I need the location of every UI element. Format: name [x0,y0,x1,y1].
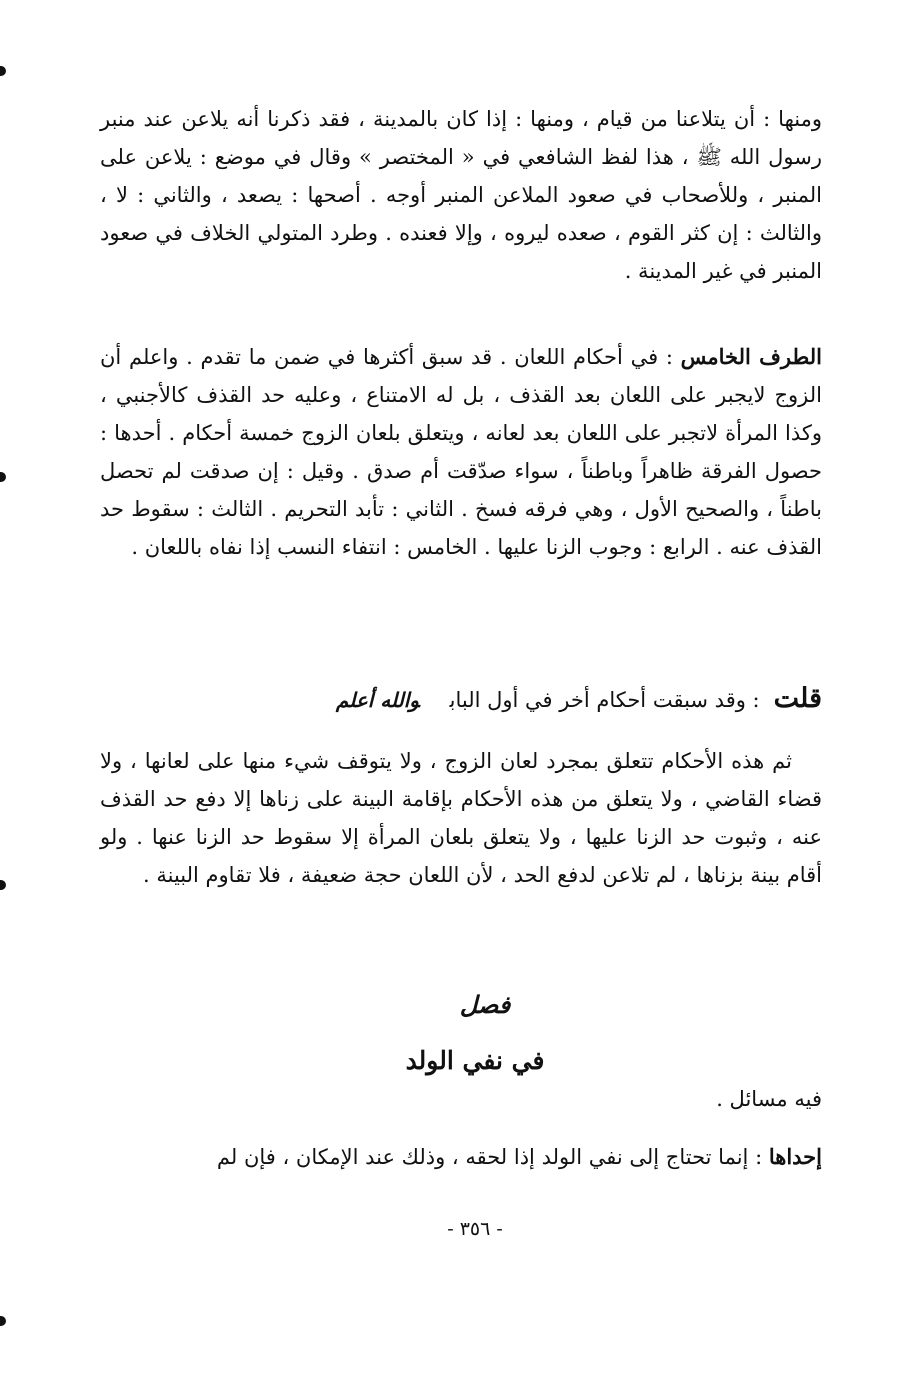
qultu-line [100,680,822,719]
closing-phrase: والله أعلم [335,688,420,712]
paragraph-fifth-part [100,338,822,566]
section-term: الطرف الخامس [680,344,822,369]
paragraph-first-issue [100,1138,822,1176]
qultu-text: : وقد سبقت أحكام أخر في أول الباب [449,688,760,712]
fasl-heading [0,990,910,1019]
intro-line [100,1080,822,1118]
binding-mark [0,1316,6,1326]
paragraph-lian-minbar [100,100,822,290]
binding-mark [0,66,6,76]
paragraph-body [100,1138,822,1176]
paragraph-text: : في أحكام اللعان . قد سبق أكثرها في ضمن ما تقدم . واعلم أن الزوج لايجبر على اللعان بعد القذف ، بل له الامتناع ، وعليه حد القذف كالأجنبي ، وكذا المرأة لاتجبر على اللعان بعد لعانه ، ويتعلق بلعان الزوج خمسة أحكام . أحدها : حصول الفرقة ظاهراً وباطناً ، سواء صدّقت أم صدق . وقيل : إن صدقت لم تحصل باطناً ، والصحيح الأول ، وهي فرقه فسخ . الثاني : تأبد التحريم . الثالث : سقوط حد القذف عنه . الرابع : وجوب الزنا عليها . الخامس : انتفاء النسب إذا نفاه باللعان . [100,345,822,559]
page-number [0,1218,910,1240]
section-heading [0,1046,910,1075]
paragraph-text: ثم هذه الأحكام تتعلق بمجرد لعان الزوج ، ولا يتوقف شيء منها على لعانها ، ولا قضاء القاضي ، ولا يتعلق من هذه الأحكام بإقامة البينة على زناها إلا دفع حد القذف عنه ، وثبوت حد الزنا عليها ، ولا يتعلق بلعان المرأة إلا سقوط حد الزنا عنها . ولو أقام بينة بزناها ، لم تلاعن لدفع الحد ، لأن اللعان حجة ضعيفة ، فلا تقاوم البينة . [100,749,822,887]
intro-text: فيه مسائل . [716,1087,822,1111]
paragraph-text: : إنما تحتاج إلى نفي الولد إذا لحقه ، وذلك عند الإمكان ، فإن لم [216,1145,763,1169]
qultu-note [100,680,822,719]
page-number-text: - ٣٥٦ - [447,1218,503,1240]
qultu-label: قلت [773,683,822,714]
heading-text: في نفي الولد [405,1046,545,1075]
issue-term: إحداها [768,1144,822,1169]
heading-text: فصل [459,990,511,1019]
binding-mark [0,880,6,890]
binding-mark [0,472,6,482]
paragraph-body [100,338,822,566]
paragraph-rulings [100,742,822,894]
paragraph-text: ومنها : أن يتلاعنا من قيام ، ومنها : إذا كان بالمدينة ، فقد ذكرنا أنه يلاعن عند منبر رسول الله ﷺ ، هذا لفظ الشافعي في « المختصر » وقال في موضع : يلاعن على المنبر ، وللأصحاب في صعود الملاعن المنبر أوجه . أصحها : يصعد ، والثاني : لا ، والثالث : إن كثر القوم ، صعده ليروه ، وإلا فعنده . وطرد المتولي الخلاف في صعود المنبر في غير المدينة . [100,107,822,283]
